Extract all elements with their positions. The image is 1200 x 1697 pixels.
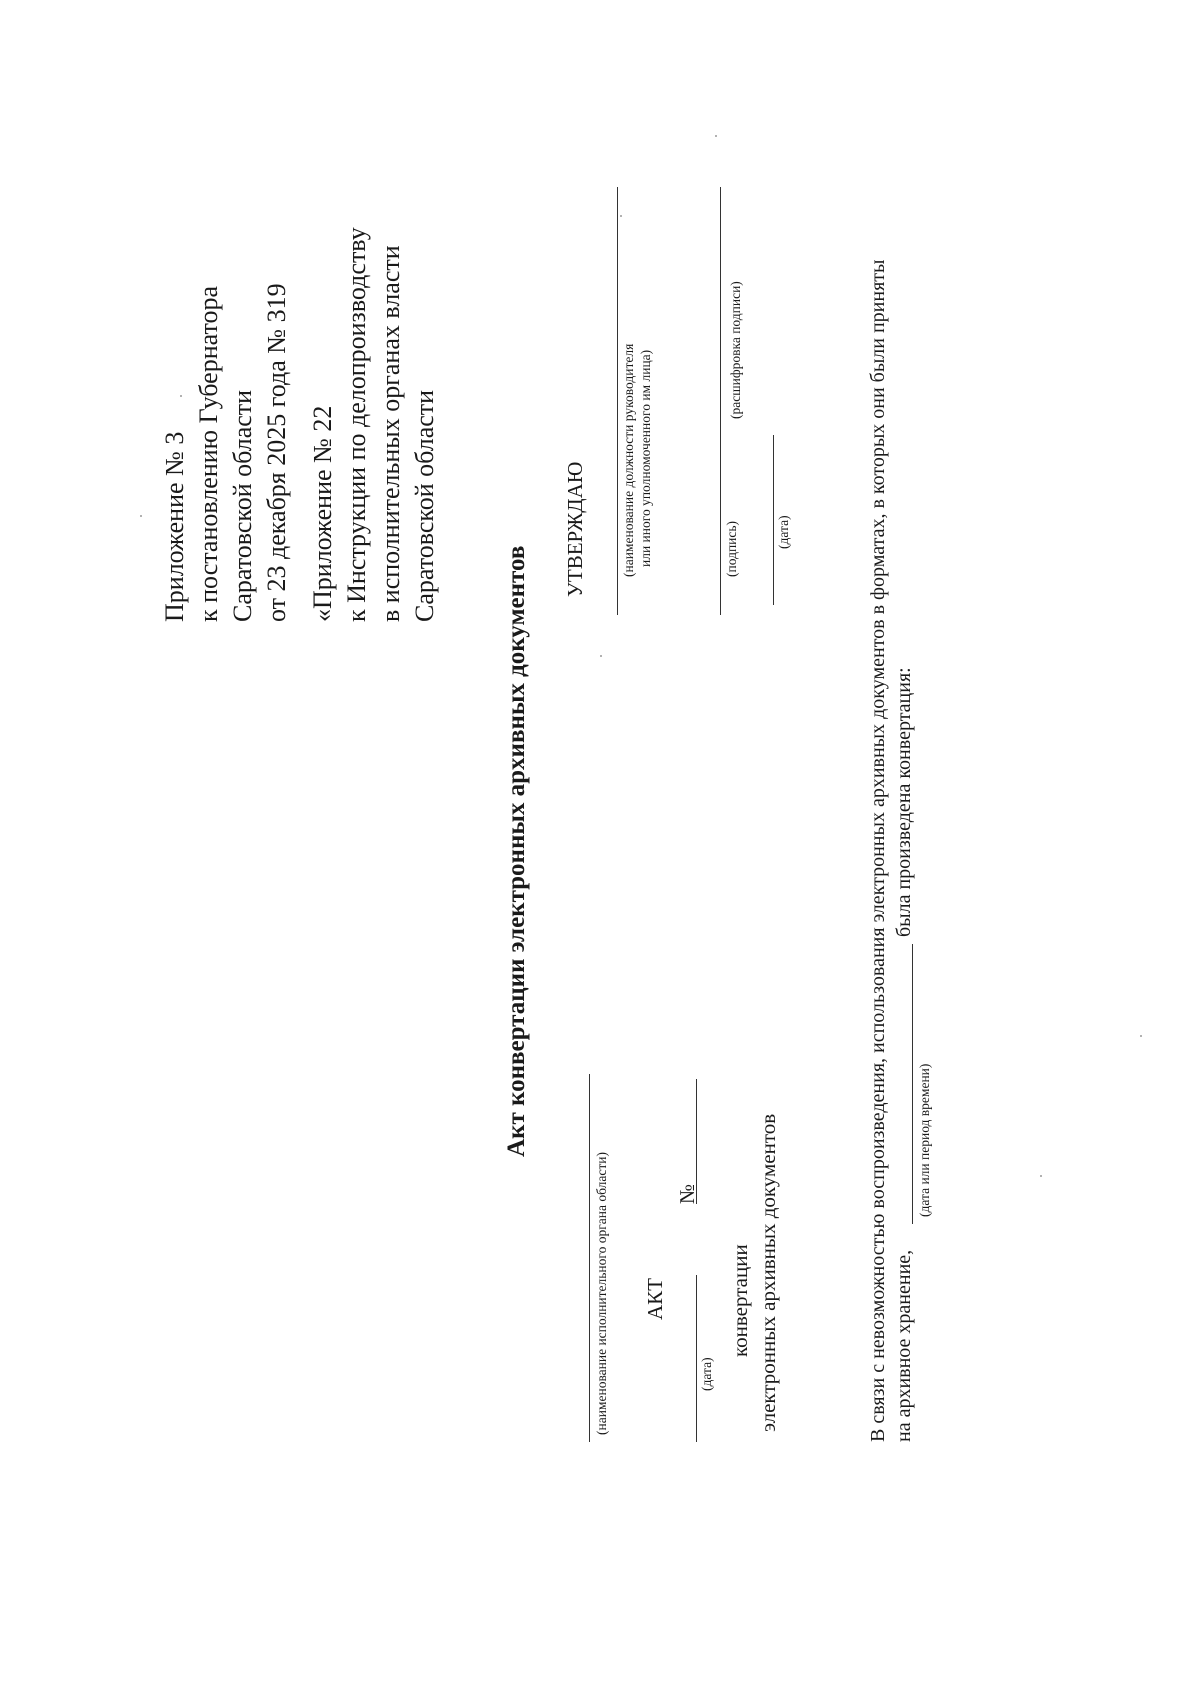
approval-date-caption: (дата) (776, 515, 791, 549)
paragraph-line-1: В связи с невозможностью воспроизведения, использования электронных архивных документов в форматах, в которых они были приняты (867, 259, 889, 1442)
signature-caption: (подпись) (724, 520, 739, 577)
act-label: АКТ (643, 1278, 667, 1320)
act-number-line (696, 1079, 697, 1204)
signature-line (720, 397, 721, 615)
appendix-line-8: Саратовской области (410, 389, 439, 622)
organ-name-line (589, 1074, 590, 1442)
appendix-line-3: Саратовской области (228, 389, 257, 622)
appendix-line-1: Приложение № 3 (160, 431, 189, 622)
appendix-line-5: «Приложение № 22 (308, 405, 337, 622)
paragraph-line-2-start: на архивное хранение, (893, 1249, 915, 1442)
conversion-period-line (912, 944, 913, 1224)
scan-speck (1040, 1175, 1042, 1177)
appendix-line-6: к Инструкции по делопроизводству (342, 227, 371, 622)
position-line (617, 187, 618, 615)
appendix-line-7: в исполнительных органах власти (376, 245, 405, 622)
act-date-line (696, 1275, 697, 1442)
signature-decoding-caption: (расшифровка подписи) (728, 281, 743, 419)
approval-date-line (773, 435, 774, 605)
scan-speck (140, 515, 142, 517)
act-number-sign: № (675, 1183, 699, 1204)
scan-speck (180, 395, 182, 397)
signature-decoding-line (720, 187, 721, 397)
organ-name-caption: (наименование исполнительного органа области) (594, 1152, 609, 1435)
act-date-caption: (дата) (699, 1357, 714, 1391)
position-caption-line-1: (наименование должности руководителя (621, 343, 636, 577)
act-subject-line-1: конвертации (728, 1244, 752, 1357)
appendix-line-2: к постановлению Губернатора (194, 285, 223, 622)
scan-speck (600, 655, 602, 657)
page-title: Акт конвертации электронных архивных документов (503, 545, 530, 1157)
conversion-period-caption: (дата или период времени) (917, 1063, 932, 1217)
scan-speck (620, 215, 622, 217)
approval-heading: УТВЕРЖДАЮ (563, 461, 587, 597)
scan-speck (1140, 1035, 1142, 1037)
act-subject-line-2: электронных архивных документов (756, 1113, 780, 1432)
paragraph-line-2-end: была произведена конвертация: (893, 667, 915, 937)
scan-speck (715, 135, 717, 137)
position-caption-line-2: или иного уполномоченного им лица) (638, 349, 653, 567)
appendix-line-4: от 23 декабря 2025 года № 319 (262, 283, 291, 622)
